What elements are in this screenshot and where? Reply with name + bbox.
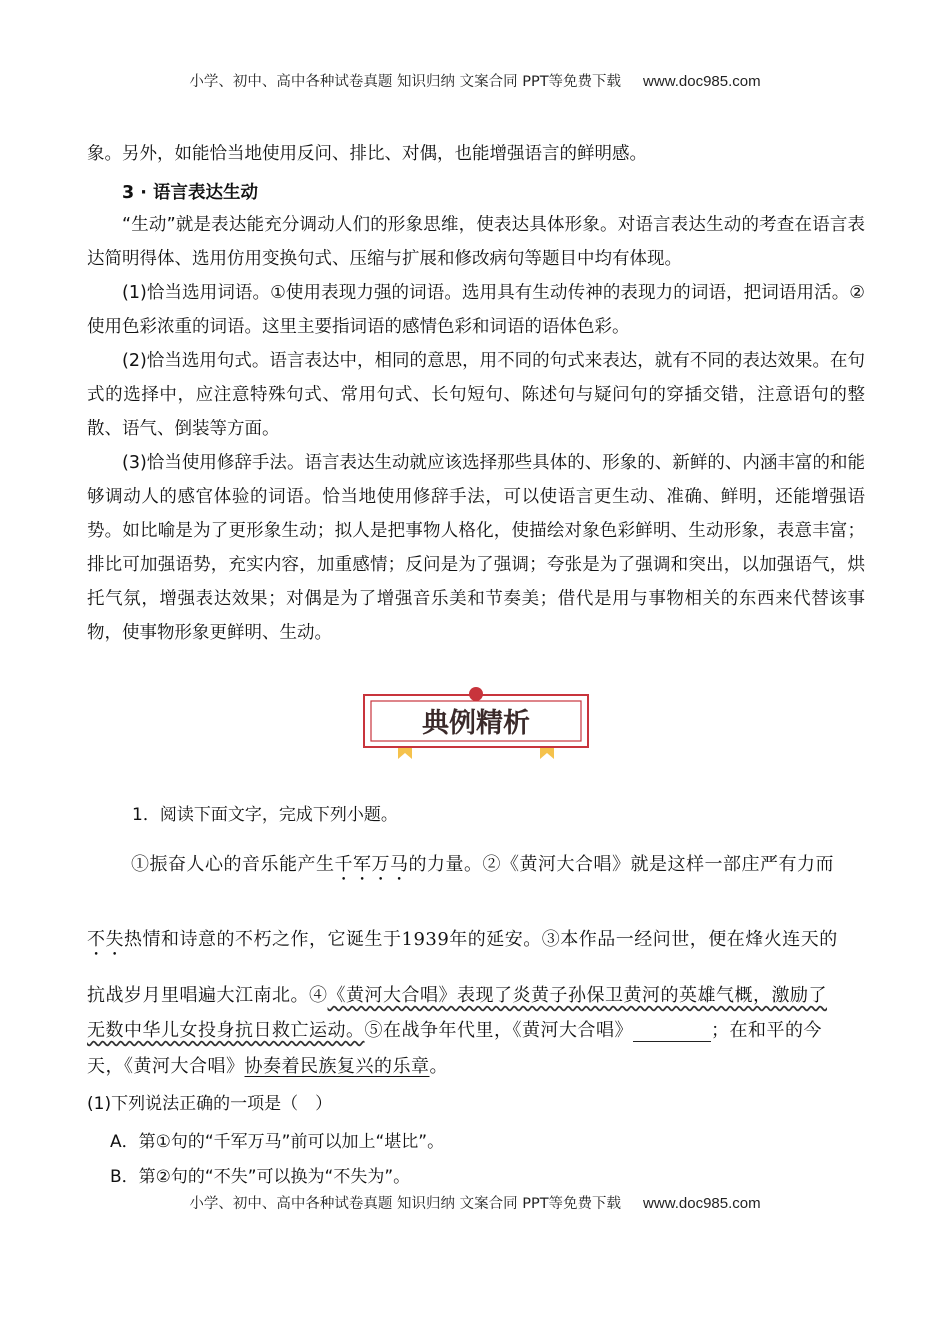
underlined-phrase: 协奏着民族复兴的乐章 [244, 1056, 430, 1077]
item-2: (2)恰当选用句式。语言表达中，相同的意思，用不同的句式来表达，就有不同的表达效果。在句式的选择中，应注意特殊句式、常用句式、长句短句、陈述句与疑问句的穿插交错，注意语句的整散、语气、倒装等方面。 [87, 351, 865, 439]
section-3-title: 3 · 语言表达生动 [122, 183, 259, 203]
page-header [0, 70, 950, 91]
answer-blank[interactable] [633, 1023, 711, 1042]
sub-question-1: (1)下列说法正确的一项是（ ） [87, 1094, 333, 1114]
passage-line-3: 抗战岁月里唱遍大江南北。④《黄河大合唱》表现了炎黄子孙保卫黄河的英雄气概，激励了 [87, 985, 827, 1006]
footer-text: 小学、初中、高中各种试卷真题 知识归纳 文案合同 PPT等免费下载 [189, 1196, 622, 1212]
item-3: (3)恰当使用修辞手法。语言表达生动就应该选择那些具体的、形象的、新鲜的、内涵丰富的和能够调动人的感官体验的词语。恰当地使用修辞手法，可以使语言更生动、准确、鲜明，还能增强语势。如比喻是为了更形象生动；拟人是把事物人格化，使描绘对象色彩鲜明、生动形象，表意丰富；排比可加强语势，充实内容，加重感情；反问是为了强调；夸张是为了强调和突出，以加强语气，烘托气氛，增强表达效果；对偶是为了增强音乐美和节奏美；借代是用与事物相关的东西来代替该事物，使事物形象更鲜明、生动。 [87, 453, 865, 643]
item-1: (1)恰当选用词语。①使用表现力强的词语。选用具有生动传神的表现力的词语，把词语用活。②使用色彩浓重的词语。这里主要指词语的感情色彩和词语的语体色彩。 [87, 283, 865, 337]
banner-title: 典例精析 [422, 708, 530, 739]
intro-line: 象。另外，如能恰当地使用反问、排比、对偶，也能增强语言的鲜明感。 [87, 144, 647, 164]
option-b[interactable]: B．第②句的“不失”可以换为“不失为”。 [110, 1167, 411, 1187]
passage-line-1: ①振奋人心的音乐能产生千军万马的力量。②《黄河大合唱》就是这样一部庄严有力而 [131, 854, 834, 875]
page-footer [0, 1192, 950, 1213]
example-banner [362, 687, 590, 759]
header-url[interactable]: www.doc985.com [643, 73, 761, 90]
question-title: 1．阅读下面文字，完成下列小题。 [132, 805, 398, 825]
passage-line-5: 天，《黄河大合唱》协奏着民族复兴的乐章。 [87, 1056, 448, 1077]
passage-line-4: 无数中华儿女投身抗日救亡运动。⑤在战争年代里，《黄河大合唱》 ；在和平的今 [87, 1020, 822, 1041]
dotted-phrase: 不失 [87, 929, 124, 950]
wavy-underlined-sentence: 《黄河大合唱》表现了炎黄子孙保卫黄河的英雄气概，激励了 [327, 985, 827, 1006]
header-text: 小学、初中、高中各种试卷真题 知识归纳 文案合同 PPT等免费下载 [189, 74, 622, 90]
option-a[interactable]: A．第①句的“千军万马”前可以加上“堪比”。 [110, 1132, 445, 1152]
passage-line-2: 不失热情和诗意的不朽之作，它诞生于1939年的延安。③本作品一经问世，便在烽火连天的 [87, 929, 838, 950]
section-3-paragraph: “生动”就是表达能充分调动人们的形象思维，使表达具体形象。对语言表达生动的考查在语言表达简明得体、选用仿用变换句式、压缩与扩展和修改病句等题目中均有体现。 [87, 215, 865, 269]
footer-url[interactable]: www.doc985.com [643, 1195, 761, 1212]
wavy-underlined-sentence: 无数中华儿女投身抗日救亡运动。 [87, 1020, 365, 1041]
dotted-phrase: 千军万马 [334, 854, 409, 875]
banner-pin-icon [469, 687, 483, 701]
